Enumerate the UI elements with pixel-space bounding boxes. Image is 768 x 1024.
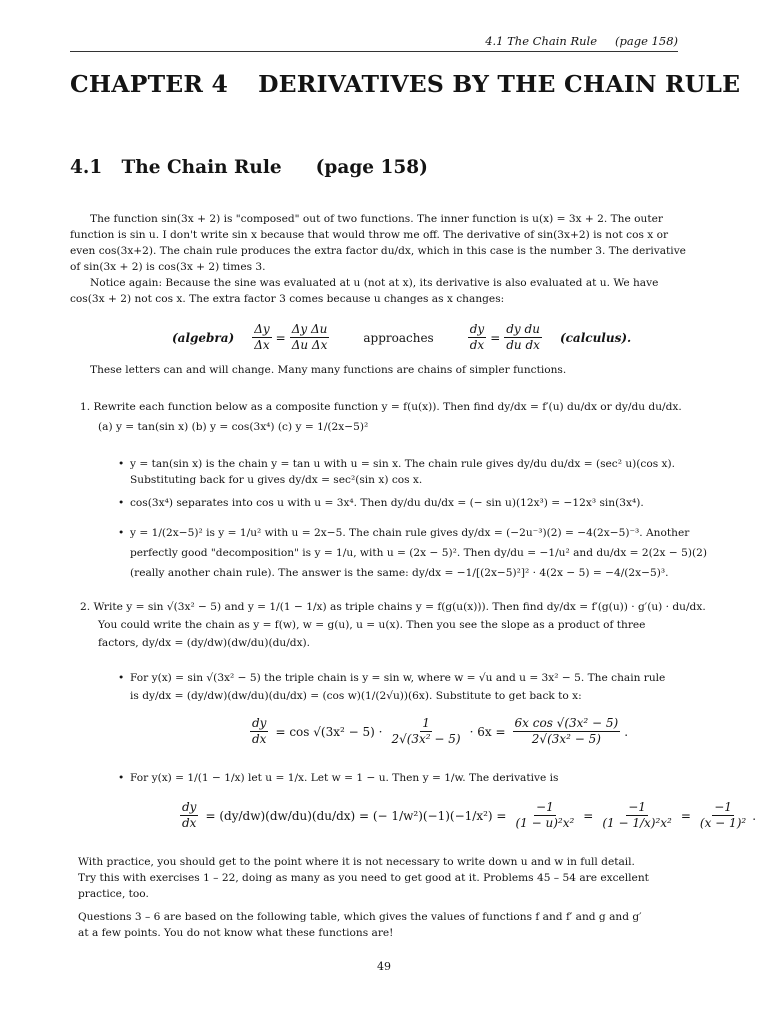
problem-1-bullet-line: y = 1/(2x−5)² is y = 1/u² with u = 2x−5. The chain rule gives dy/dx = (−2u⁻³)(2) = −4(2x−5)⁻³. Another	[130, 527, 690, 539]
triple-chain-equation-1: $\frac{dy}{dx}$ = cos √(3x² − 5) · $\frac{1}{\text{2√(3x² − 5)}}$ · 6x = $\frac{\text{6x cos √(3x² − 5)}}{\text{2√(3x² − 5)}}$ .	[252, 716, 629, 746]
chapter-number: CHAPTER 4	[70, 70, 229, 98]
problem-2-statement: 2. Write y = sin √(3x² − 5) and y = 1/(1 − 1/x) as triple chains y = f(g(u(x))). Then find dy/dx = f′(g(u)) · g′(u) · du/dx.	[80, 601, 706, 613]
closing-line: Questions 3 – 6 are based on the following table, which gives the values of functions f and f′ and g and g′	[78, 911, 642, 923]
fraction: $\frac{dy}{dx}$	[469, 322, 485, 352]
problem-1-bullet-line: cos(3x⁴) separates into cos u with u = 3x⁴. Then dy/du du/dx = (− sin u)(12x³) = −12x³ sin(3x⁴).	[130, 497, 644, 509]
header-section-label: 4.1 The Chain Rule	[485, 34, 598, 48]
page-number: 49	[377, 960, 391, 973]
closing-line: at a few points. You do not know what these functions are!	[78, 927, 394, 939]
intro-line: cos(3x + 2) not cos x. The extra factor 3 comes because u changes as x changes:	[70, 293, 505, 305]
fraction: $\frac{1}{\text{2√(3x² − 5)}}$	[391, 716, 461, 746]
section-page-ref: (page 158)	[315, 157, 428, 178]
fraction: $\frac{\text{6x cos √(3x² − 5)}}{\text{2√(3x² − 5)}}$	[514, 716, 619, 746]
fraction: $\frac{-1}{\text{(1 − 1/x)²x²}}$	[602, 800, 672, 830]
bullet-icon: •	[118, 497, 125, 509]
fraction: $\frac{-1}{\text{(1 − u)²x²}}$	[515, 800, 575, 830]
problem-1-bullet-line: (really another chain rule). The answer is the same: dy/dx = −1/[(2x−5)²]² · 4(2x − 5) = −4/(2x−5)³.	[130, 567, 669, 579]
closing-line: practice, too.	[78, 888, 149, 900]
bullet-icon: •	[118, 527, 125, 539]
fraction: $\frac{dy}{dx}$	[182, 800, 197, 830]
problem-2-statement: You could write the chain as y = f(w), w = g(u), u = u(x). Then you see the slope as a product of three	[98, 619, 646, 631]
intro-line: function is sin u. I don't write sin x because that would throw me off. The derivative of sin(3x+2) is not cos x or	[70, 229, 669, 241]
calculus-label: (calculus).	[559, 330, 632, 345]
fraction: $\frac{\text{Δy Δu}}{\text{Δu Δx}}$	[291, 322, 328, 352]
problem-2-bullet-line: For y(x) = sin √(3x² − 5) the triple chain is y = sin w, where w = √u and u = 3x² − 5. The chain rule	[130, 672, 666, 684]
chapter-title	[70, 70, 741, 98]
closing-line: With practice, you should get to the point where it is not necessary to write down u and w in full detail.	[78, 856, 635, 868]
intro-line: even cos(3x+2). The chain rule produces the extra factor du/dx, which in this case is the number 3. The derivative	[70, 245, 686, 257]
fraction: $\frac{\text{dy du}}{\text{du dx}}$	[506, 322, 540, 352]
triple-chain-equation-2: $\frac{dy}{dx}$ = (dy/dw)(dw/du)(du/dx) = (− 1/w²)(−1)(−1/x²) = $\frac{-1}{\text{(1 − u)²x²}}$ = $\frac{-1}{\text{(1 − 1/x)²x²}}$ = $\frac{-1}{\text{(x − 1)²}}$ .	[182, 800, 757, 830]
closing-line: Try this with exercises 1 – 22, doing as many as you need to get good at it. Problems 45 – 54 are excellent	[78, 872, 649, 884]
fraction: $\frac{-1}{\text{(x − 1)²}}$	[699, 800, 747, 830]
after-equation-text: These letters can and will change. Many many functions are chains of simpler functions.	[90, 364, 567, 376]
header-page-ref: (page 158)	[615, 34, 678, 48]
chapter-name: DERIVATIVES BY THE CHAIN RULE	[258, 70, 741, 98]
intro-line: of sin(3x + 2) is cos(3x + 2) times 3.	[70, 261, 266, 273]
section-title: The Chain Rule	[121, 157, 282, 178]
chain-rule-equation: (algebra) $\frac{\Delta y}{\Delta x}$ = $\frac{\text{Δy Δu}}{\text{Δu Δx}}$ approaches $\frac{dy}{dx}$ = $\frac{\text{dy du}}{\text{du dx}}$ (calculus).	[172, 322, 632, 352]
intro-line: The function sin(3x + 2) is "composed" out of two functions. The inner function is u(x) = 3x + 2. The outer	[90, 213, 663, 225]
running-header	[70, 34, 678, 52]
problem-1-parts: (a) y = tan(sin x) (b) y = cos(3x⁴) (c) y = 1/(2x−5)²	[98, 421, 369, 433]
bullet-icon: •	[118, 672, 125, 684]
fraction: $\frac{\Delta y}{\Delta x}$	[254, 322, 270, 352]
problem-1-statement: 1. Rewrite each function below as a composite function y = f(u(x)). Then find dy/dx = f′(u) du/dx or dy/du du/dx.	[80, 401, 682, 413]
algebra-label: (algebra)	[172, 330, 235, 345]
bullet-icon: •	[118, 458, 125, 470]
problem-2-statement: factors, dy/dx = (dy/dw)(dw/du)(du/dx).	[98, 637, 311, 649]
intro-line: Notice again: Because the sine was evaluated at u (not at x), its derivative is also evaluated at u. We have	[90, 277, 659, 289]
problem-1-bullet-line: y = tan(sin x) is the chain y = tan u with u = sin x. The chain rule gives dy/du du/dx = (sec² u)(cos x).	[130, 458, 676, 470]
section-number: 4.1	[70, 157, 103, 178]
problem-1-bullet-line: perfectly good "decomposition" is y = 1/u, with u = (2x − 5)². Then dy/du = −1/u² and du/dx = 2(2x − 5)(2)	[130, 547, 708, 559]
approaches-label: approaches	[363, 330, 434, 345]
section-heading	[70, 157, 428, 178]
problem-2-bullet-line: is dy/dx = (dy/dw)(dw/du)(du/dx) = (cos w)(1/(2√u))(6x). Substitute to get back to x:	[130, 690, 582, 702]
bullet-icon: •	[118, 772, 125, 784]
problem-1-bullet-line: Substituting back for u gives dy/dx = sec²(sin x) cos x.	[130, 474, 423, 486]
problem-2-bullet-line: For y(x) = 1/(1 − 1/x) let u = 1/x. Let w = 1 − u. Then y = 1/w. The derivative is	[130, 772, 559, 784]
fraction: $\frac{dy}{dx}$	[252, 716, 267, 746]
